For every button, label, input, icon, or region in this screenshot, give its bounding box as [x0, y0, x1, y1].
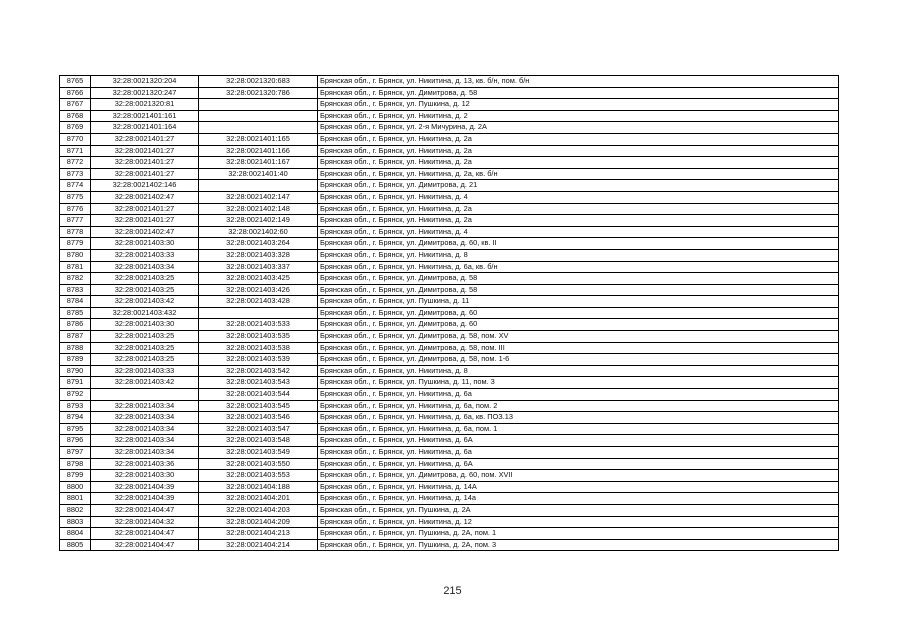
row-number-cell: 8768	[60, 110, 91, 122]
object-cadastral-number-cell: 32:28:0021403:539	[199, 354, 318, 366]
object-cadastral-number-cell: 32:28:0021404:188	[199, 481, 318, 493]
table-row	[60, 180, 839, 192]
table-row	[60, 342, 839, 354]
table-row	[60, 157, 839, 169]
cadastral-number-cell: 32:28:0021402:47	[91, 226, 199, 238]
table-row	[60, 203, 839, 215]
object-cadastral-number-cell: 32:28:0021404:203	[199, 504, 318, 516]
address-cell: Брянская обл., г. Брянск, ул. Пушкина, д. 2А	[318, 504, 839, 516]
cadastral-number-cell: 32:28:0021401:164	[91, 122, 199, 134]
registry-table	[59, 75, 839, 551]
row-number-cell: 8794	[60, 412, 91, 424]
table-row	[60, 365, 839, 377]
object-cadastral-number-cell: 32:28:0021402:149	[199, 215, 318, 227]
table-row	[60, 249, 839, 261]
cadastral-number-cell: 32:28:0021403:25	[91, 354, 199, 366]
cadastral-number-cell: 32:28:0021320:247	[91, 87, 199, 99]
object-cadastral-number-cell: 32:28:0021403:538	[199, 342, 318, 354]
object-cadastral-number-cell: 32:28:0021403:546	[199, 412, 318, 424]
address-cell: Брянская обл., г. Брянск, ул. Никитина, д. 6а, кв. ПОЗ.13	[318, 412, 839, 424]
object-cadastral-number-cell: 32:28:0021403:547	[199, 423, 318, 435]
row-number-cell: 8793	[60, 400, 91, 412]
object-cadastral-number-cell: 32:28:0021402:148	[199, 203, 318, 215]
row-number-cell: 8780	[60, 249, 91, 261]
cadastral-number-cell: 32:28:0021404:39	[91, 481, 199, 493]
row-number-cell: 8786	[60, 319, 91, 331]
address-cell: Брянская обл., г. Брянск, ул. Никитина, д. 6А	[318, 435, 839, 447]
address-cell: Брянская обл., г. Брянск, ул. Никитина, д. 2а, кв. б/н	[318, 168, 839, 180]
row-number-cell: 8772	[60, 157, 91, 169]
table-row	[60, 122, 839, 134]
object-cadastral-number-cell: 32:28:0021403:542	[199, 365, 318, 377]
object-cadastral-number-cell	[199, 99, 318, 111]
row-number-cell: 8770	[60, 133, 91, 145]
address-cell: Брянская обл., г. Брянск, ул. Никитина, д. 2а	[318, 133, 839, 145]
address-cell: Брянская обл., г. Брянск, ул. Никитина, д. 6а, пом. 1	[318, 423, 839, 435]
table-row	[60, 516, 839, 528]
cadastral-number-cell: 32:28:0021403:25	[91, 331, 199, 343]
address-cell: Брянская обл., г. Брянск, ул. Никитина, д. 6А	[318, 458, 839, 470]
table-row	[60, 133, 839, 145]
cadastral-number-cell: 32:28:0021401:27	[91, 133, 199, 145]
cadastral-number-cell: 32:28:0021403:25	[91, 342, 199, 354]
table-row	[60, 377, 839, 389]
address-cell: Брянская обл., г. Брянск, ул. Никитина, д. 8	[318, 365, 839, 377]
table-row	[60, 447, 839, 459]
table-row	[60, 528, 839, 540]
address-cell: Брянская обл., г. Брянск, ул. Никитина, д. 4	[318, 226, 839, 238]
address-cell: Брянская обл., г. Брянск, ул. Димитрова, д. 58	[318, 284, 839, 296]
object-cadastral-number-cell	[199, 110, 318, 122]
row-number-cell: 8803	[60, 516, 91, 528]
object-cadastral-number-cell: 32:28:0021402:60	[199, 226, 318, 238]
address-cell: Брянская обл., г. Брянск, ул. 2-я Мичурина, д. 2А	[318, 122, 839, 134]
object-cadastral-number-cell: 32:28:0021401:166	[199, 145, 318, 157]
cadastral-number-cell: 32:28:0021403:42	[91, 296, 199, 308]
address-cell: Брянская обл., г. Брянск, ул. Никитина, д. 2	[318, 110, 839, 122]
table-row	[60, 493, 839, 505]
address-cell: Брянская обл., г. Брянск, ул. Никитина, д. 14а	[318, 493, 839, 505]
row-number-cell: 8766	[60, 87, 91, 99]
cadastral-number-cell: 32:28:0021401:27	[91, 168, 199, 180]
address-cell: Брянская обл., г. Брянск, ул. Пушкина, д. 2А, пом. 3	[318, 539, 839, 551]
row-number-cell: 8778	[60, 226, 91, 238]
cadastral-number-cell: 32:28:0021401:27	[91, 145, 199, 157]
table-row	[60, 273, 839, 285]
table-row	[60, 296, 839, 308]
row-number-cell: 8765	[60, 76, 91, 88]
cadastral-number-cell: 32:28:0021404:47	[91, 504, 199, 516]
table-row	[60, 539, 839, 551]
address-cell: Брянская обл., г. Брянск, ул. Никитина, д. 4	[318, 191, 839, 203]
row-number-cell: 8789	[60, 354, 91, 366]
table-row	[60, 284, 839, 296]
table-row	[60, 400, 839, 412]
cadastral-number-cell: 32:28:0021401:27	[91, 215, 199, 227]
cadastral-number-cell: 32:28:0021404:32	[91, 516, 199, 528]
object-cadastral-number-cell: 32:28:0021401:40	[199, 168, 318, 180]
table-row	[60, 145, 839, 157]
address-cell: Брянская обл., г. Брянск, ул. Димитрова, д. 60, кв. II	[318, 238, 839, 250]
row-number-cell: 8769	[60, 122, 91, 134]
row-number-cell: 8767	[60, 99, 91, 111]
address-cell: Брянская обл., г. Брянск, ул. Димитрова, д. 58, пом. III	[318, 342, 839, 354]
cadastral-number-cell: 32:28:0021403:25	[91, 284, 199, 296]
cadastral-number-cell: 32:28:0021403:30	[91, 470, 199, 482]
object-cadastral-number-cell: 32:28:0021403:533	[199, 319, 318, 331]
row-number-cell: 8805	[60, 539, 91, 551]
object-cadastral-number-cell: 32:28:0021403:428	[199, 296, 318, 308]
cadastral-number-cell: 32:28:0021320:81	[91, 99, 199, 111]
registry-table-body	[60, 76, 839, 551]
address-cell: Брянская обл., г. Брянск, ул. Никитина, д. 2а	[318, 157, 839, 169]
address-cell: Брянская обл., г. Брянск, ул. Никитина, д. 6а, кв. б/н	[318, 261, 839, 273]
row-number-cell: 8785	[60, 307, 91, 319]
row-number-cell: 8781	[60, 261, 91, 273]
cadastral-number-cell: 32:28:0021403:36	[91, 458, 199, 470]
table-row	[60, 226, 839, 238]
address-cell: Брянская обл., г. Брянск, ул. Димитрова, д. 58	[318, 273, 839, 285]
row-number-cell: 8782	[60, 273, 91, 285]
row-number-cell: 8796	[60, 435, 91, 447]
object-cadastral-number-cell: 32:28:0021403:426	[199, 284, 318, 296]
address-cell: Брянская обл., г. Брянск, ул. Димитрова, д. 58, пом. XV	[318, 331, 839, 343]
object-cadastral-number-cell: 32:28:0021404:209	[199, 516, 318, 528]
object-cadastral-number-cell	[199, 180, 318, 192]
row-number-cell: 8784	[60, 296, 91, 308]
object-cadastral-number-cell: 32:28:0021403:550	[199, 458, 318, 470]
table-row	[60, 307, 839, 319]
table-row	[60, 435, 839, 447]
cadastral-number-cell: 32:28:0021403:33	[91, 249, 199, 261]
object-cadastral-number-cell: 32:28:0021401:165	[199, 133, 318, 145]
address-cell: Брянская обл., г. Брянск, ул. Димитрова, д. 60, пом. XVII	[318, 470, 839, 482]
row-number-cell: 8802	[60, 504, 91, 516]
row-number-cell: 8788	[60, 342, 91, 354]
object-cadastral-number-cell	[199, 307, 318, 319]
cadastral-number-cell: 32:28:0021403:30	[91, 319, 199, 331]
row-number-cell: 8801	[60, 493, 91, 505]
object-cadastral-number-cell: 32:28:0021403:549	[199, 447, 318, 459]
address-cell: Брянская обл., г. Брянск, ул. Димитрова, д. 21	[318, 180, 839, 192]
object-cadastral-number-cell: 32:28:0021404:214	[199, 539, 318, 551]
cadastral-number-cell: 32:28:0021404:47	[91, 539, 199, 551]
row-number-cell: 8792	[60, 389, 91, 401]
table-row	[60, 319, 839, 331]
row-number-cell: 8774	[60, 180, 91, 192]
cadastral-number-cell: 32:28:0021401:27	[91, 157, 199, 169]
table-row	[60, 238, 839, 250]
address-cell: Брянская обл., г. Брянск, ул. Никитина, д. 2а	[318, 145, 839, 157]
cadastral-number-cell: 32:28:0021403:25	[91, 273, 199, 285]
address-cell: Брянская обл., г. Брянск, ул. Никитина, д. 6а, пом. 2	[318, 400, 839, 412]
object-cadastral-number-cell: 32:28:0021402:147	[199, 191, 318, 203]
row-number-cell: 8773	[60, 168, 91, 180]
table-row	[60, 458, 839, 470]
address-cell: Брянская обл., г. Брянск, ул. Димитрова, д. 58, пом. 1-6	[318, 354, 839, 366]
row-number-cell: 8797	[60, 447, 91, 459]
row-number-cell: 8771	[60, 145, 91, 157]
address-cell: Брянская обл., г. Брянск, ул. Пушкина, д. 11, пом. 3	[318, 377, 839, 389]
address-cell: Брянская обл., г. Брянск, ул. Никитина, д. 8	[318, 249, 839, 261]
object-cadastral-number-cell: 32:28:0021320:683	[199, 76, 318, 88]
address-cell: Брянская обл., г. Брянск, ул. Никитина, д. 2а	[318, 203, 839, 215]
object-cadastral-number-cell: 32:28:0021403:535	[199, 331, 318, 343]
table-row	[60, 87, 839, 99]
cadastral-number-cell: 32:28:0021404:39	[91, 493, 199, 505]
object-cadastral-number-cell: 32:28:0021403:425	[199, 273, 318, 285]
cadastral-number-cell: 32:28:0021403:34	[91, 261, 199, 273]
address-cell: Брянская обл., г. Брянск, ул. Никитина, д. 6а	[318, 447, 839, 459]
page-number: 215	[443, 585, 462, 597]
cadastral-number-cell: 32:28:0021403:30	[91, 238, 199, 250]
row-number-cell: 8799	[60, 470, 91, 482]
table-row	[60, 504, 839, 516]
address-cell: Брянская обл., г. Брянск, ул. Димитрова, д. 60	[318, 319, 839, 331]
cadastral-number-cell: 32:28:0021403:34	[91, 400, 199, 412]
address-cell: Брянская обл., г. Брянск, ул. Никитина, д. 14А	[318, 481, 839, 493]
cadastral-number-cell: 32:28:0021403:34	[91, 447, 199, 459]
row-number-cell: 8791	[60, 377, 91, 389]
address-cell: Брянская обл., г. Брянск, ул. Пушкина, д. 11	[318, 296, 839, 308]
table-row	[60, 191, 839, 203]
row-number-cell: 8804	[60, 528, 91, 540]
row-number-cell: 8776	[60, 203, 91, 215]
object-cadastral-number-cell	[199, 122, 318, 134]
row-number-cell: 8800	[60, 481, 91, 493]
row-number-cell: 8779	[60, 238, 91, 250]
address-cell: Брянская обл., г. Брянск, ул. Пушкина, д. 2А, пом. 1	[318, 528, 839, 540]
object-cadastral-number-cell: 32:28:0021403:543	[199, 377, 318, 389]
row-number-cell: 8787	[60, 331, 91, 343]
address-cell: Брянская обл., г. Брянск, ул. Пушкина, д. 12	[318, 99, 839, 111]
object-cadastral-number-cell: 32:28:0021401:167	[199, 157, 318, 169]
table-row	[60, 470, 839, 482]
address-cell: Брянская обл., г. Брянск, ул. Никитина, д. 13, кв. б/н, пом. б/н	[318, 76, 839, 88]
cadastral-number-cell: 32:28:0021404:47	[91, 528, 199, 540]
table-row	[60, 99, 839, 111]
address-cell: Брянская обл., г. Брянск, ул. Никитина, д. 12	[318, 516, 839, 528]
address-cell: Брянская обл., г. Брянск, ул. Димитрова, д. 58	[318, 87, 839, 99]
cadastral-number-cell: 32:28:0021403:42	[91, 377, 199, 389]
table-row	[60, 331, 839, 343]
cadastral-number-cell: 32:28:0021320:204	[91, 76, 199, 88]
table-row	[60, 423, 839, 435]
cadastral-number-cell: 32:28:0021401:161	[91, 110, 199, 122]
cadastral-number-cell: 32:28:0021403:432	[91, 307, 199, 319]
object-cadastral-number-cell: 32:28:0021403:548	[199, 435, 318, 447]
object-cadastral-number-cell: 32:28:0021404:201	[199, 493, 318, 505]
object-cadastral-number-cell: 32:28:0021403:328	[199, 249, 318, 261]
row-number-cell: 8775	[60, 191, 91, 203]
object-cadastral-number-cell: 32:28:0021403:337	[199, 261, 318, 273]
object-cadastral-number-cell: 32:28:0021404:213	[199, 528, 318, 540]
table-row	[60, 389, 839, 401]
cadastral-number-cell: 32:28:0021401:27	[91, 203, 199, 215]
table-row	[60, 412, 839, 424]
address-cell: Брянская обл., г. Брянск, ул. Никитина, д. 6а	[318, 389, 839, 401]
cadastral-number-cell	[91, 389, 199, 401]
object-cadastral-number-cell: 32:28:0021403:544	[199, 389, 318, 401]
table-row	[60, 261, 839, 273]
table-row	[60, 481, 839, 493]
row-number-cell: 8777	[60, 215, 91, 227]
cadastral-number-cell: 32:28:0021403:34	[91, 423, 199, 435]
row-number-cell: 8795	[60, 423, 91, 435]
object-cadastral-number-cell: 32:28:0021403:264	[199, 238, 318, 250]
cadastral-number-cell: 32:28:0021403:34	[91, 435, 199, 447]
object-cadastral-number-cell: 32:28:0021403:553	[199, 470, 318, 482]
row-number-cell: 8783	[60, 284, 91, 296]
row-number-cell: 8790	[60, 365, 91, 377]
row-number-cell: 8798	[60, 458, 91, 470]
cadastral-number-cell: 32:28:0021403:33	[91, 365, 199, 377]
object-cadastral-number-cell: 32:28:0021403:545	[199, 400, 318, 412]
table-row	[60, 168, 839, 180]
cadastral-number-cell: 32:28:0021402:146	[91, 180, 199, 192]
table-row	[60, 354, 839, 366]
table-row	[60, 215, 839, 227]
address-cell: Брянская обл., г. Брянск, ул. Димитрова, д. 60	[318, 307, 839, 319]
object-cadastral-number-cell: 32:28:0021320:786	[199, 87, 318, 99]
table-row	[60, 110, 839, 122]
table-row	[60, 76, 839, 88]
address-cell: Брянская обл., г. Брянск, ул. Никитина, д. 2а	[318, 215, 839, 227]
cadastral-number-cell: 32:28:0021402:47	[91, 191, 199, 203]
cadastral-number-cell: 32:28:0021403:34	[91, 412, 199, 424]
